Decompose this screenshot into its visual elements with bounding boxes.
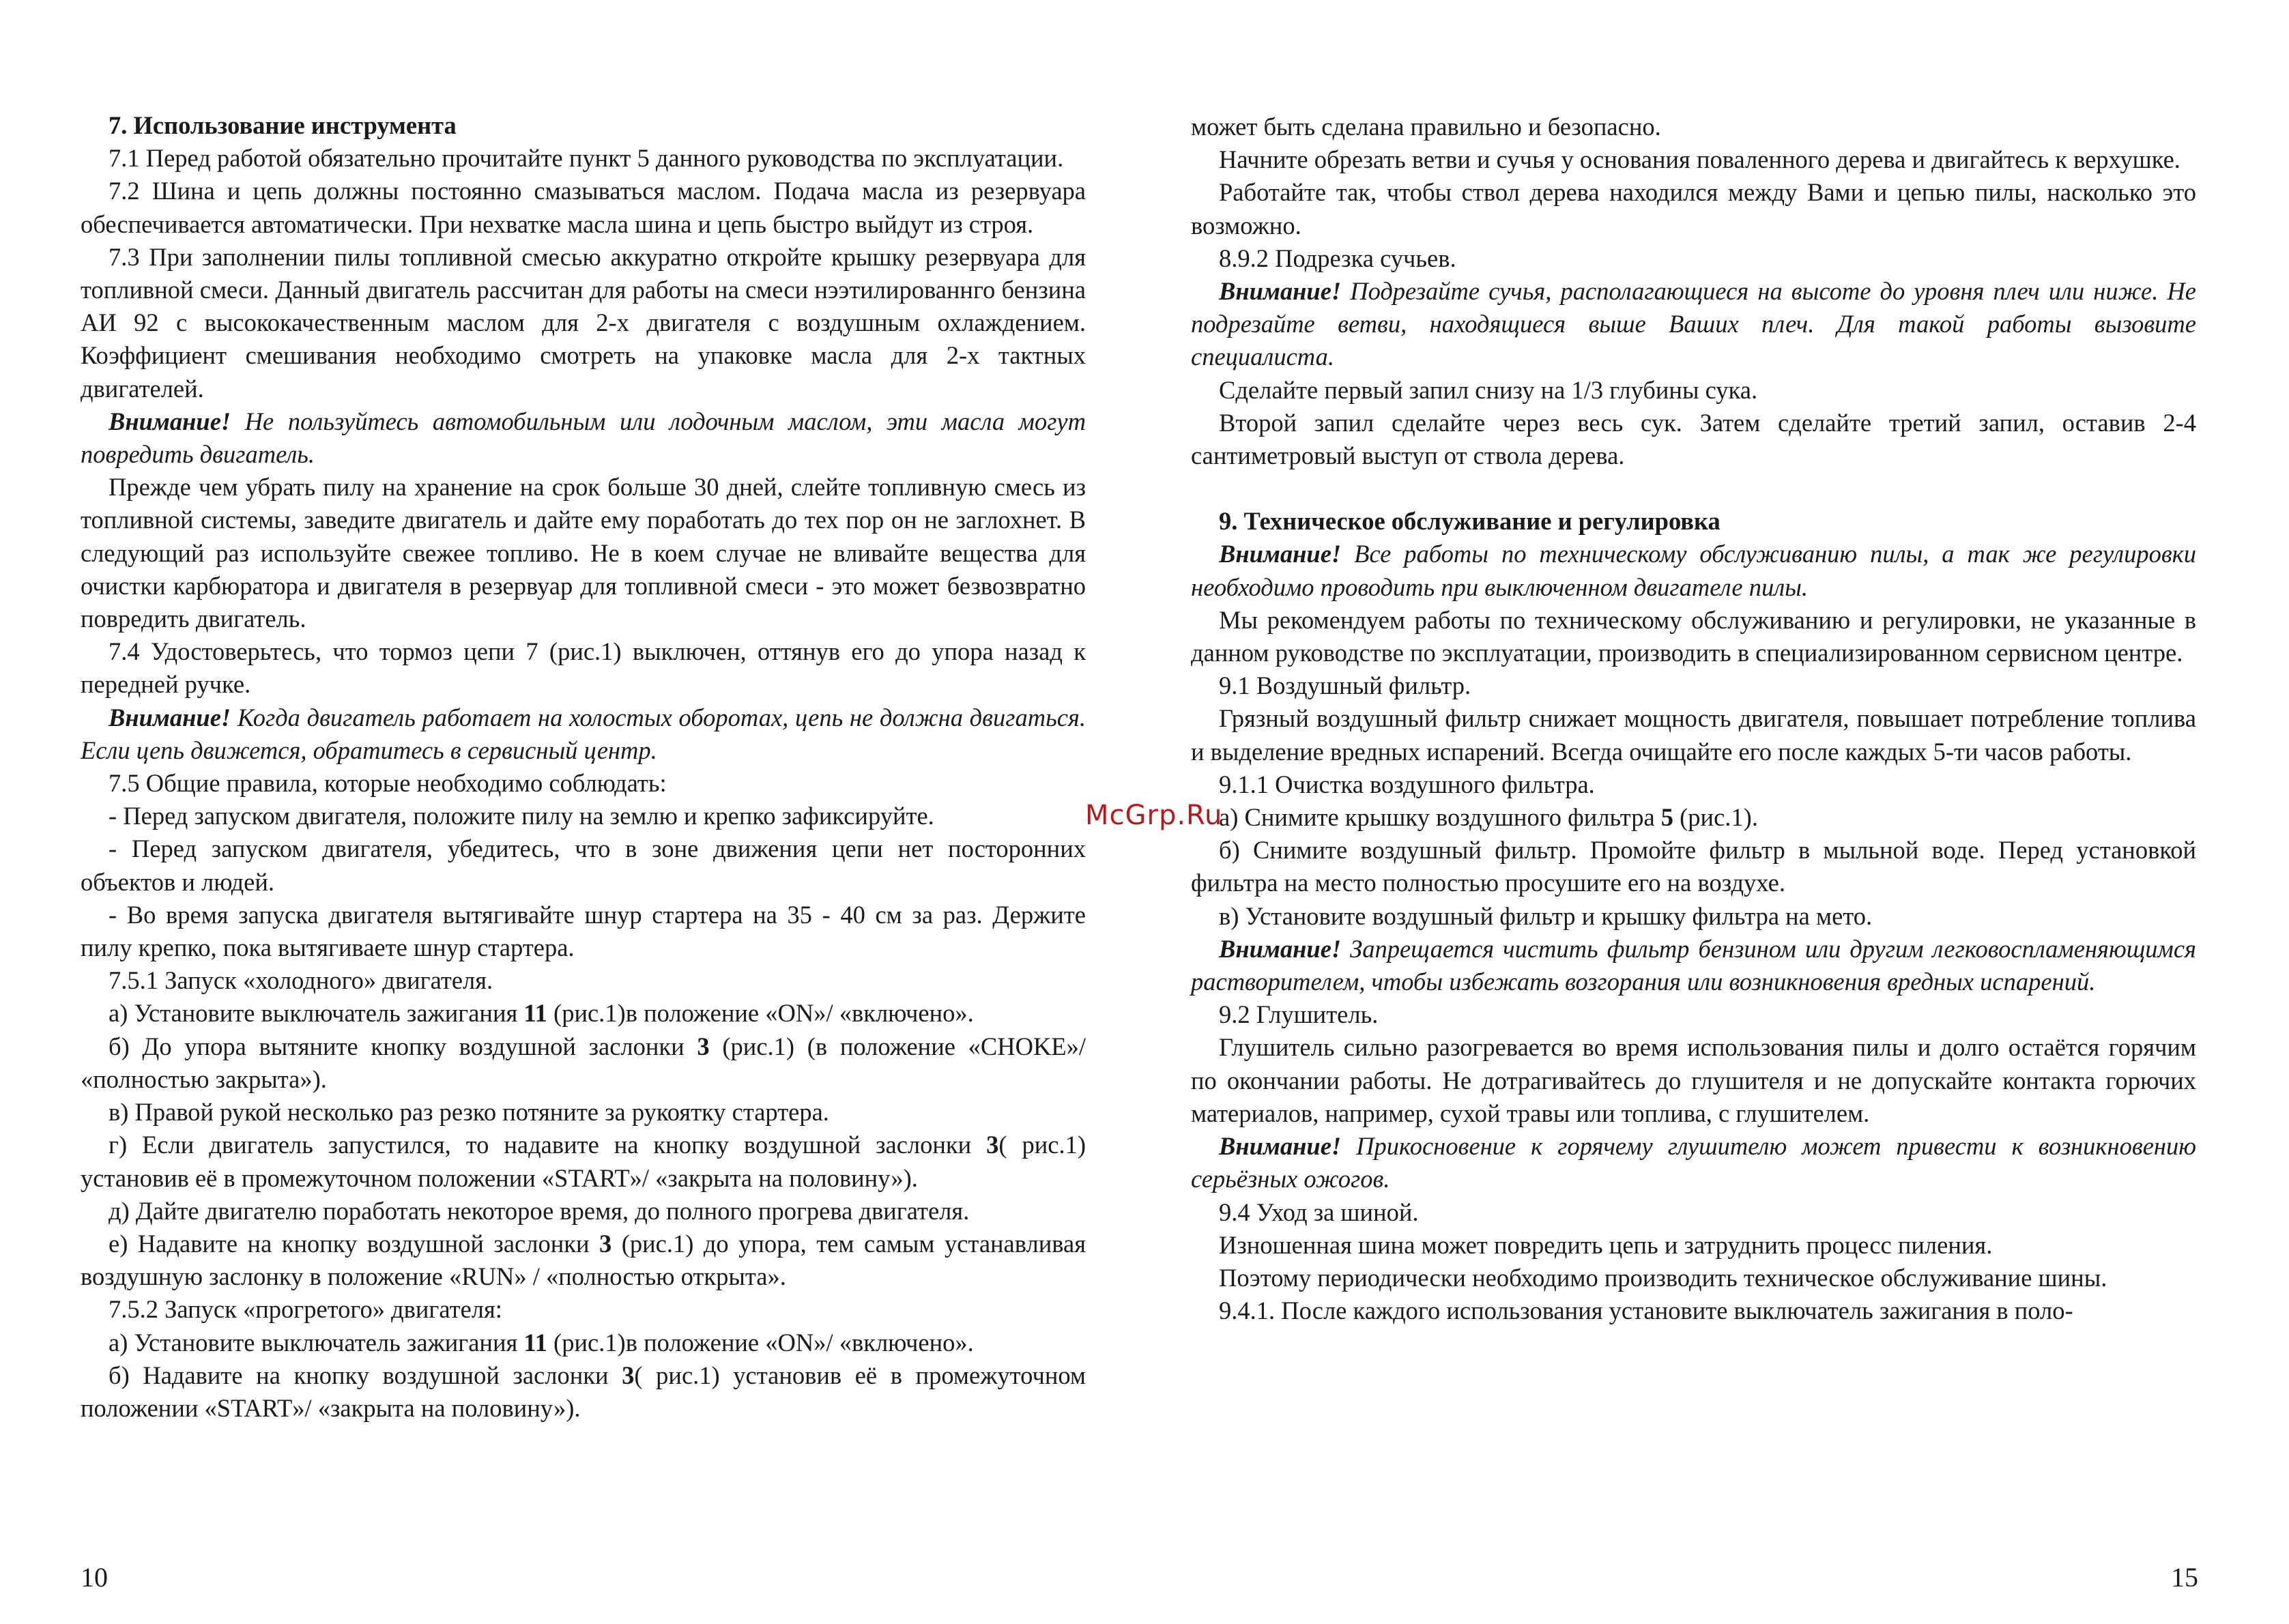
warning-text: Все работы по техническому обслуживанию пилы, а так же регулировки необходимо проводить при выключенном двигателе пилы. — [1191, 540, 2196, 601]
paragraph-7-2: 7.2 Шина и цепь должны постоянно смазываться маслом. Подача масла из резервуара обеспечивается автоматически. При нехватке масла шина и цепь быстро выйдут из строя. — [81, 177, 1086, 238]
warning-label: Внимание! — [1219, 934, 1342, 963]
paragraph-second-cut: Второй запил сделайте через весь сук. Затем сделайте третий запил, оставив 2-4 сантиметровый выступ от ствола дерева. — [1191, 408, 2196, 470]
paragraph-8-9-2: 8.9.2 Подрезка сучьев. — [1219, 244, 1456, 272]
warning-label: Внимание! — [1219, 277, 1342, 306]
paragraph-7-4: 7.4 Удостоверьтесь, что тормоз цепи 7 (рис.1) выключен, оттянув его до упора назад к передней ручке. — [81, 637, 1086, 699]
paragraph-worn-bar: Изношенная шина может повредить цепь и затруднить процесс пиления. — [1219, 1230, 1993, 1259]
warning-text: Запрещается чистить фильтр бензином или другим легковоспламеняющимся растворителем, чтобы избежать возгорания или возникновения вредных испарений. — [1191, 934, 2196, 996]
paragraph-storage: Прежде чем убрать пилу на хранение на срок больше 30 дней, слейте топливную смесь из топливной системы, заведите двигатель и дайте ему поработать до тех пор он не заглохнет. В следующий раз используйте свежее топливо. Не в коем случае не вливайте вещества для очистки карбюратора и двигателя в резервуар для топливной смеси - это может безвозвратно повредить двигатель. — [81, 473, 1086, 633]
step-item: а) Установите выключатель зажигания 11 (рис.1)в положение «ON»/ «включено». — [109, 999, 974, 1028]
paragraph-7-5-2: 7.5.2 Запуск «прогретого» двигателя: — [109, 1295, 502, 1324]
step-item: д) Дайте двигателю поработать некоторое время, до полного прогрева двигателя. — [109, 1196, 970, 1225]
warning-label: Внимание! — [1219, 1132, 1342, 1161]
paragraph-7-1: 7.1 Перед работой обязательно прочитайте пункт 5 данного руководства по эксплуатации. — [109, 144, 1064, 173]
warning-pruning — [1191, 275, 2196, 374]
warning-oil — [81, 405, 1086, 471]
warning-burns — [1191, 1130, 2196, 1195]
page-number-right: 15 — [2171, 1562, 2198, 1593]
warning-label: Внимание! — [109, 703, 231, 731]
paragraph-bar-service: Поэтому периодически необходимо производить техническое обслуживание шины. — [1219, 1263, 2107, 1292]
paragraph-9-4-1: 9.4.1. После каждого использования установите выключатель зажигания в поло- — [1219, 1296, 2073, 1325]
warning-text: Когда двигатель работает на холостых оборотах, цепь не должна двигаться. Если цепь движется, обратитесь в сервисный центр. — [81, 703, 1086, 764]
rule-item: - Во время запуска двигателя вытягивайте шнур стартера на 35 - 40 см за раз. Держите пилу крепко, пока вытягиваете шнур стартера. — [81, 900, 1086, 962]
warning-text: Подрезайте сучья, располагающиеся на высоте до уровня плеч или ниже. Не подрезайте ветви, находящиеся выше Ваших плеч. Для такой работы вызовите специалиста. — [1191, 277, 2196, 371]
paragraph-9-1-1: 9.1.1 Очистка воздушного фильтра. — [1219, 770, 1595, 798]
paragraph-7-5: 7.5 Общие правила, которые необходимо соблюдать: — [109, 769, 667, 798]
section-spacer — [1191, 472, 2196, 505]
watermark: McGrp.Ru — [1085, 800, 1223, 831]
warning-label: Внимание! — [109, 407, 231, 435]
step-item: в) Правой рукой несколько раз резко потяните за рукоятку стартера. — [109, 1098, 829, 1127]
paragraph-position: Работайте так, чтобы ствол дерева находился между Вами и цепью пилы, насколько это возможно. — [1191, 178, 2196, 240]
section-title-7: 7. Использование инструмента — [109, 111, 457, 139]
paragraph-7-5-1: 7.5.1 Запуск «холодного» двигателя. — [109, 966, 493, 995]
continued-text: может быть сделана правильно и безопасно. — [1191, 113, 1661, 141]
section-title-9: 9. Техническое обслуживание и регулировка — [1219, 507, 1721, 536]
step-item: б) До упора вытяните кнопку воздушной заслонки 3 (рис.1) (в положение «CHOKE»/ «полностью закрыта»). — [81, 1032, 1086, 1093]
paragraph-cut-branches: Начните обрезать ветви и сучья у основания поваленного дерева и двигайтесь к верхушке. — [1219, 145, 2180, 174]
paragraph-9-2: 9.2 Глушитель. — [1219, 1000, 1379, 1029]
right-page-column — [1191, 111, 2196, 1327]
paragraph-recommend: Мы рекомендуем работы по техническому обслуживанию и регулировки, не указанные в данном руководстве по эксплуатации, производить в специализированном сервисном центре. — [1191, 605, 2196, 667]
step-item: б) Снимите воздушный фильтр. Промойте фильтр в мыльной воде. Перед установкой фильтра на место полностью просушите его на воздухе. — [1191, 836, 2196, 897]
step-item: е) Надавите на кнопку воздушной заслонки 3 (рис.1) до упора, тем самым устанавливая воздушную заслонку в положение «RUN» / «полностью открыта». — [81, 1229, 1086, 1291]
warning-solvent — [1191, 933, 2196, 998]
step-item: а) Снимите крышку воздушного фильтра 5 (рис.1). — [1219, 803, 1758, 832]
step-item: в) Установите воздушный фильтр и крышку фильтра на мето. — [1219, 901, 1873, 930]
page-number-left: 10 — [81, 1562, 108, 1593]
left-page-column — [81, 109, 1086, 1425]
paragraph-7-3: 7.3 При заполнении пилы топливной смесью аккуратно откройте крышку резервуара для топливной смеси. Данный двигатель рассчитан для работы на смеси нээтилированнго бензина АИ 92 с высококачественным маслом для 2-х двигателя с воздушным охлаждением. Коэффициент смешивания необходимо смотреть на упаковке масла для 2-х тактных двигателей. — [81, 242, 1086, 403]
paragraph-filter: Грязный воздушный фильтр снижает мощность двигателя, повышает потребление топлива и выделение вредных испарений. Всегда очищайте его после каждых 5-ти часов работы. — [1191, 704, 2196, 766]
paragraph-9-1: 9.1 Воздушный фильтр. — [1219, 671, 1471, 700]
paragraph-first-cut: Сделайте первый запил снизу на 1/3 глубины сука. — [1219, 375, 1758, 404]
step-item: б) Надавите на кнопку воздушной заслонки 3( рис.1) установив её в промежуточном положении «START»/ «закрыта на половину»). — [81, 1361, 1086, 1422]
warning-label: Внимание! — [1219, 540, 1342, 568]
rule-item: - Перед запуском двигателя, положите пилу на землю и крепко зафиксируйте. — [109, 802, 934, 830]
paragraph-muffler: Глушитель сильно разогревается во время использования пилы и долго остаётся горячим по окончании работы. Не дотрагивайтесь до глушителя и не допускайте контакта горючих материалов, например, сухой травы или топлива, с глушителем. — [1191, 1033, 2196, 1127]
rule-item: - Перед запуском двигателя, убедитесь, что в зоне движения цепи нет посторонних объектов и людей. — [81, 835, 1086, 896]
warning-maintenance — [1191, 538, 2196, 603]
warning-text: Не пользуйтесь автомобильным или лодочным маслом, эти масла могут повредить двигатель. — [81, 407, 1086, 469]
step-item: а) Установите выключатель зажигания 11 (рис.1)в положение «ON»/ «включено». — [109, 1328, 974, 1357]
warning-chain — [81, 701, 1086, 767]
step-item: г) Если двигатель запустился, то надавите на кнопку воздушной заслонки 3( рис.1) установив её в промежуточном положении «START»/ «закрыта на половину»). — [81, 1131, 1086, 1192]
warning-text: Прикосновение к горячему глушителю может привести к возникновению серьёзных ожогов. — [1191, 1132, 2196, 1193]
paragraph-9-4: 9.4 Уход за шиной. — [1219, 1198, 1419, 1226]
